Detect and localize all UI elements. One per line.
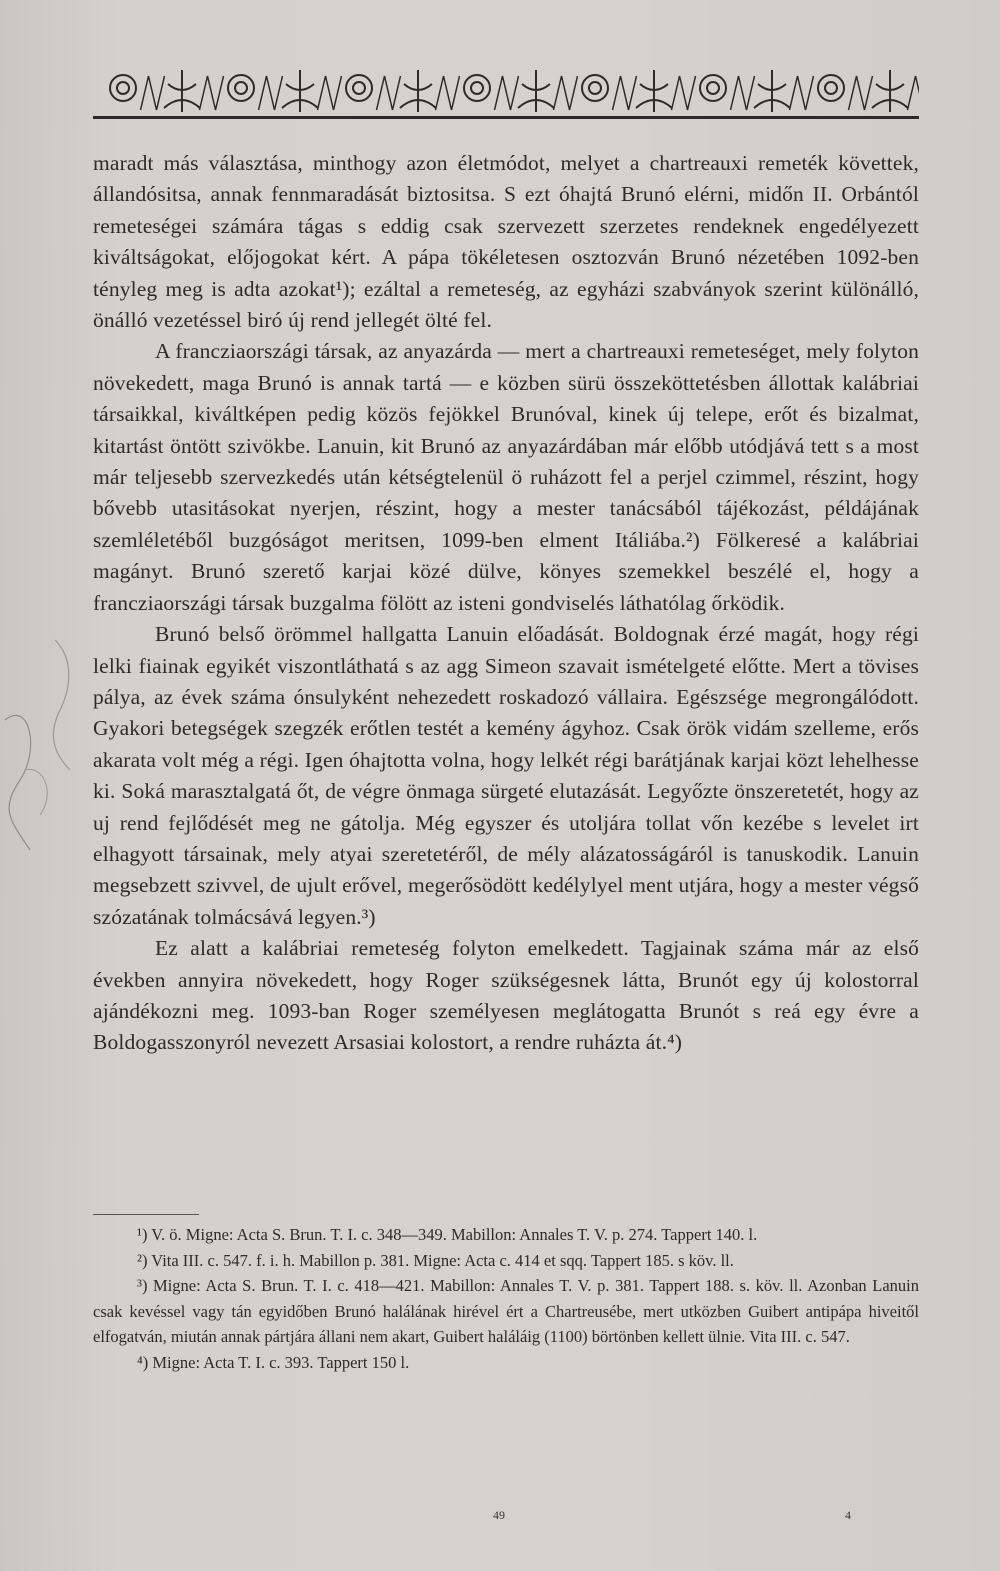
rosette-icon xyxy=(582,75,608,101)
fleur-icon xyxy=(872,70,908,112)
fleur-icon xyxy=(636,70,672,112)
rosette-icon xyxy=(346,75,372,101)
zigzag-ornament xyxy=(200,76,224,110)
rosette-icon xyxy=(228,75,254,101)
zigzag-ornament xyxy=(731,76,755,110)
rosette-center-icon xyxy=(117,82,129,94)
fleur-icon xyxy=(400,70,436,112)
zigzag-ornament xyxy=(554,76,578,110)
footnote: ²) Vita III. c. 547. f. i. h. Mabillon p. 381. Migne: Acta c. 414 et sqq. Tappert 185. s köv. ll. xyxy=(137,1250,734,1270)
zigzag-ornament xyxy=(672,76,696,110)
fleur-icon xyxy=(518,70,554,112)
fleur-icon xyxy=(282,70,318,112)
zigzag-ornament xyxy=(790,76,814,110)
zigzag-ornament xyxy=(318,76,342,110)
zigzag-ornament xyxy=(377,76,401,110)
rosette-center-icon xyxy=(353,82,365,94)
footnote: ¹) V. ö. Migne: Acta S. Brun. T. I. c. 348—349. Mabillon: Annales T. V. p. 274. Tappert 140. l. xyxy=(137,1225,758,1244)
rosette-icon xyxy=(818,75,844,101)
signature-mark: 4 xyxy=(845,1508,851,1522)
footnotes xyxy=(93,1222,919,1376)
rosette-center-icon xyxy=(471,82,483,94)
zigzag-ornament xyxy=(849,76,873,110)
zigzag-ornament xyxy=(908,76,920,110)
rosette-center-icon xyxy=(235,82,247,94)
zigzag-ornament xyxy=(436,76,460,110)
rosette-center-icon xyxy=(589,82,601,94)
paragraph: A francziaországi társak, az anyazárda — mert a chartreauxi remeteséget, mely folyton növekedett, maga Brunó is annak tartá — e közben sürü összeköttetésben állottak kalábriai társaikkal, kiváltképen pedig közös fejökkel Brunóval, kinek új telepe, erőt és bizalmat, kitartást öntött szivökbe. Lanuin, kit Brunó az anyazárdában már előbb utódjává tett s a most már teljesebb szervezkedés után kétségtelenül ö ruházott fel a perjel czimmel, részint, hogy bővebb utasitásokat nyerjen, részint, hogy a mester tanácsából tájékozást, példájának szemléletéből buzgóságot meritsen, 1099-ben elment Itáliába.²) Fölkeresé a kalábriai magányt. Brunó szerető karjai közé dülve, könyes szemekkel beszélé el, hogy a francziaországi társak buzgalma fölött az isteni gondviselés láthatólag őrködik. xyxy=(93,339,919,615)
decorative-header-ornament xyxy=(93,62,919,122)
paragraph: Brunó belső örömmel hallgatta Lanuin előadását. Boldognak érzé magát, hogy régi lelki fiainak egyikét viszontláthatá s az agg Simeon szavait ismételgeté előtte. Mert a tövises pálya, az évek száma ónsulyként nehezedett roskadozó vállaira. Egészsége megrongálódott. Gyakori betegségek szegzék erőtlen testét a kemény ágyhoz. Csak örök vidám szelleme, erős akarata volt még a régi. Igen óhajtotta volna, hogy lelkét régi barátjának karjai közt lehelhesse ki. Soká marasztalgatá őt, de végre önmaga sürgeté elutazását. Legyőzte önszeretetét, hogy az uj rend fejlődését meg ne gátolja. Még egyszer és utoljára tollat vőn kezébe s levelet irt elhagyott társainak, mely atyai szeretetéről, de mély alázatosságáról is tanuskodik. Lanuin megsebzett szivvel, de ujult erővel, megerősödött kedélylyel ment utjára, hogy a mester végső szózatának tolmácsává legyen.³) xyxy=(93,622,919,929)
zigzag-ornament xyxy=(259,76,283,110)
main-text xyxy=(93,148,919,1059)
zigzag-ornament xyxy=(141,76,165,110)
fleur-icon xyxy=(754,70,790,112)
rosette-center-icon xyxy=(707,82,719,94)
footnote-separator xyxy=(93,1214,199,1215)
rosette-icon xyxy=(700,75,726,101)
rosette-icon xyxy=(110,75,136,101)
footnote: ³) Migne: Acta S. Brun. T. I. c. 418—421. Mabillon: Annales T. V. p. 381. Tappert 188. s. köv. ll. Azonban Lanuin csak kevéssel vagy tán egyidőben Brunó halálának hirével ért a Chartreusébe, mert utközben Guibert antipápa hiveitől elfogatván, miután annak pártjára állani nem akart, Guibert haláláig (1100) börtönben kellett ülnie. Vita III. c. 547. xyxy=(93,1276,919,1347)
footnote: ⁴) Migne: Acta T. I. c. 393. Tappert 150 l. xyxy=(137,1352,410,1372)
paragraph: Ez alatt a kalábriai remeteség folyton emelkedett. Tagjainak száma már az első években annyira növekedett, hogy Roger szükségesnek látta, Brunót egy új kolostorral ajándékozni meg. 1093-ban Roger személyesen meglátogatta Brunót s reá egy évre a Boldogasszonyról nevezett Arsasiai kolostort, a rendre ruházta át.⁴) xyxy=(93,936,919,1055)
paragraph: maradt más választása, minthogy azon életmódot, melyet a chartreauxi remeték követtek, állandósitsa, annak fennmaradását biztositsa. S ezt óhajtá Brunó elérni, midőn II. Orbántól remeteségei számára tágas s eddig csak szervezett szerzetes rendeknek engedélyezett kiváltságokat, előjogokat kért. A pápa tökéletesen osztozván Brunó nézetében 1092-ben tényleg meg is adta azokat¹); ezáltal a remeteség, az egyházi szabványok szerint különálló, önálló vezetéssel biró új rend jellegét ölté fel. xyxy=(93,151,919,333)
zigzag-ornament xyxy=(495,76,519,110)
rosette-icon xyxy=(464,75,490,101)
page-number: 49 xyxy=(493,1508,505,1522)
fleur-icon xyxy=(164,70,200,112)
zigzag-ornament xyxy=(613,76,637,110)
rosette-center-icon xyxy=(825,82,837,94)
